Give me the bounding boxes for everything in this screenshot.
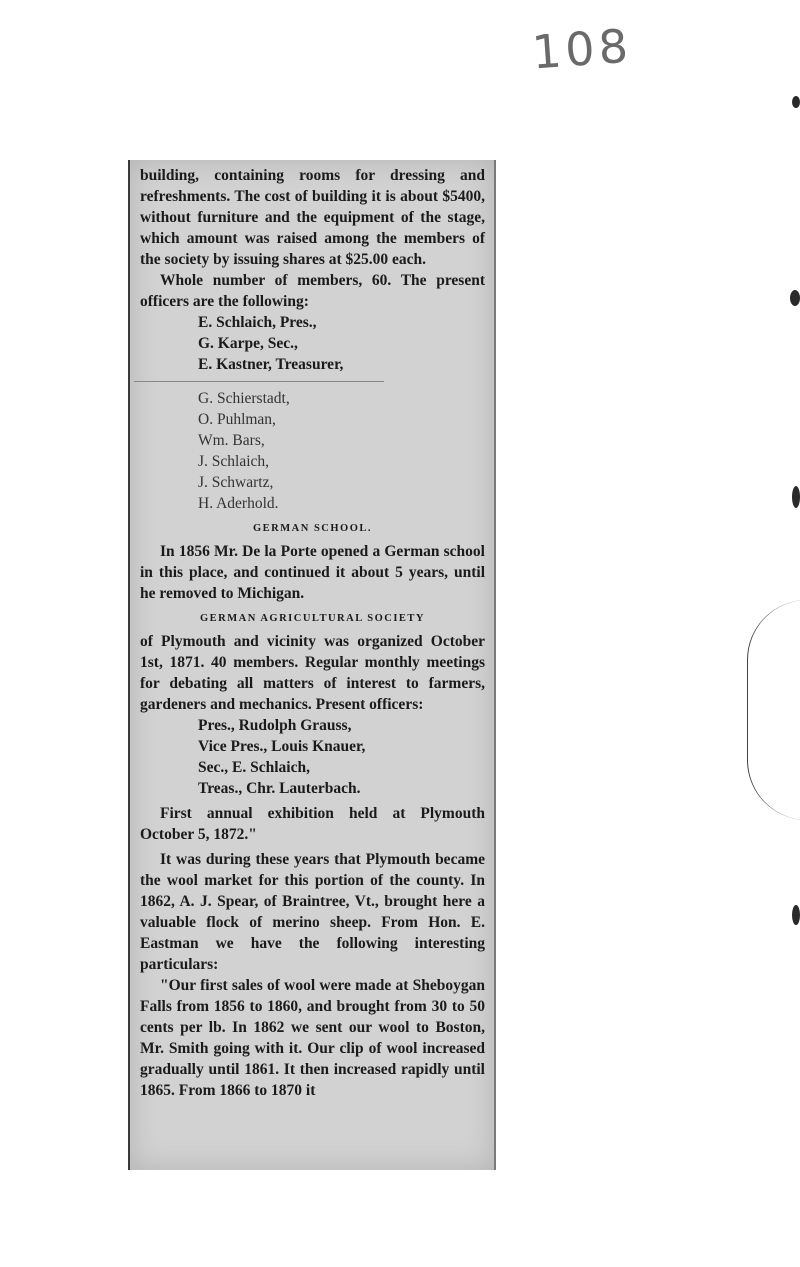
director-item: G. Schierstadt, <box>198 390 290 407</box>
scan-edge-mark <box>792 96 800 108</box>
scan-edge-mark <box>792 486 800 508</box>
society-officer-item: Sec., E. Schlaich, <box>198 759 310 776</box>
german-school-heading: GERMAN SCHOOL. <box>252 523 372 534</box>
society-officer-item: Pres., Rudolph Grauss, <box>198 717 352 734</box>
intro-paragraph: building, containing rooms for dressing and refreshments. The cost of building it is about $5400, without furniture and the equipment of the stage, which amount was raised among the members of the society by issuing shares at $25.00 each. <box>140 167 485 268</box>
officer-item: G. Karpe, Sec., <box>198 335 298 352</box>
officer-item: E. Kastner, Treasurer, <box>198 356 344 373</box>
director-item: J. Schlaich, <box>198 453 270 470</box>
society-officer-item: Treas., Chr. Lauterbach. <box>198 780 361 797</box>
officer-item: E. Schlaich, Pres., <box>198 314 317 331</box>
society-officers-list <box>198 715 485 799</box>
director-item: Wm. Bars, <box>198 432 265 449</box>
scan-edge-curve <box>747 600 800 820</box>
exhibition-paragraph: First annual exhibition held at Plymouth October 5, 1872." <box>140 805 485 843</box>
divider <box>134 381 384 382</box>
directors-list <box>198 388 485 514</box>
director-item: O. Puhlman, <box>198 411 276 428</box>
clipping-text-column <box>140 165 485 1101</box>
scan-edge-mark <box>790 290 800 306</box>
director-item: H. Aderhold. <box>198 495 279 512</box>
wool-market-paragraph: It was during these years that Plymouth became the wool market for this portion of the county. In 1862, A. J. Spear, of Braintree, Vt., brought here a valuable flock of merino sheep. From Hon. E. Eastman we have the following interesting particulars: <box>140 851 485 973</box>
members-paragraph: Whole number of members, 60. The present officers are the following: <box>140 272 485 310</box>
wool-sales-quote: "Our first sales of wool were made at Sheboygan Falls from 1856 to 1860, and brought from 30 to 50 cents per lb. In 1862 we sent our wool to Boston, Mr. Smith going with it. Our clip of wool increased gradually until 1861. It then increased rapidly until 1865. From 1866 to 1870 it <box>140 977 485 1099</box>
society-officer-item: Vice Pres., Louis Knauer, <box>198 738 366 755</box>
agricultural-society-heading: GERMAN AGRICULTURAL SOCIETY <box>199 613 426 624</box>
officers-list <box>198 312 485 375</box>
director-item: J. Schwartz, <box>198 474 274 491</box>
scan-edge-mark <box>792 905 800 925</box>
agricultural-society-paragraph: of Plymouth and vicinity was organized October 1st, 1871. 40 members. Regular monthly meetings for debating all matters of interest to farmers, gardeners and mechanics. Present officers: <box>140 633 485 713</box>
handwritten-page-number: 108 <box>530 18 634 80</box>
german-school-paragraph: In 1856 Mr. De la Porte opened a German school in this place, and continued it about 5 years, until he removed to Michigan. <box>140 543 485 602</box>
